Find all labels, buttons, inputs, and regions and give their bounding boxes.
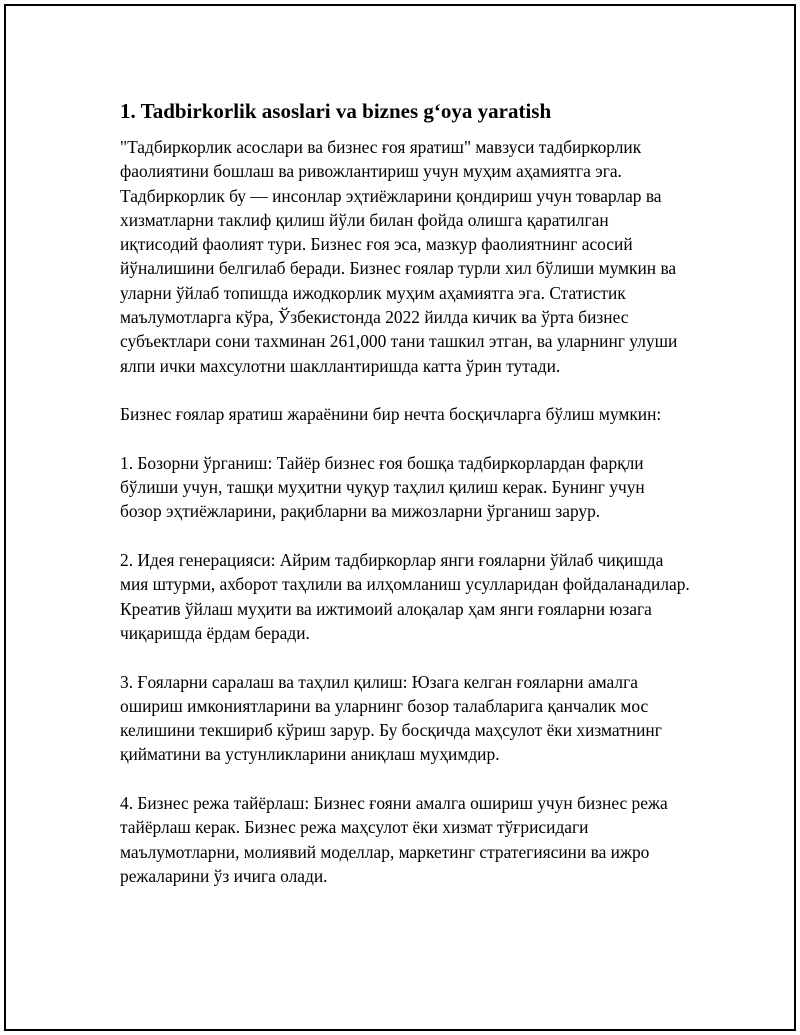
stage-4-paragraph: 4. Бизнес режа тайёрлаш: Бизнес ғояни амалга ошириш учун бизнес режа тайёрлаш керак. Бизнес режа маҳсулот ёки хизмат тўғрисидаги маълумотларни, молиявий моделлар, маркетинг стратегиясини ва ижро режаларини ўз ичига олади. (120, 793, 668, 886)
document-page (4, 4, 796, 1031)
stage-1-paragraph: 1. Бозорни ўрганиш: Тайёр бизнес ғоя бошқа тадбиркорлардан фарқли бўлиши учун, ташқи муҳитни чуқур таҳлил қилиш керак. Бунинг учун бозор эҳтиёжларини, рақибларни ва мижозларни ўрганиш зарур. (120, 452, 645, 522)
stages-intro-paragraph: Бизнес ғоялар яратиш жараёнини бир нечта босқичларга бўлиш мумкин: (120, 404, 662, 425)
document-body (120, 98, 690, 888)
intro-paragraph: "Тадбиркорлик асослари ва бизнес ғоя яратиш" мавзуси тадбиркорлик фаолиятини бошлаш ва ривожлантириш учун муҳим аҳамиятга эга. Тадбиркорлик бу — инсонлар эҳтиёжларини қондириш учун товарлар ва хизматларни таклиф қилиш йўли билан фойда олишга қаратилган иқтисодий фаолият тури. Бизнес ғоя эса, мазкур фаолиятнинг асосий йўналишини белгилаб беради. Бизнес ғоялар турли хил бўлиши мумкин ва уларни ўйлаб топишда ижодкорлик муҳим аҳамиятга эга. Статистик маълумотларга кўра, Ўзбекистонда 2022 йилда кичик ва ўрта бизнес субъектлари сони тахминан 261,000 тани ташкил этган, ва уларнинг улуши ялпи ички махсулотни шакллантиришда катта ўрин тутади. (120, 137, 678, 376)
document-title: 1. Tadbirkorlik asoslari va biznes gʻoya yaratish (120, 99, 552, 123)
stage-3-paragraph: 3. Ғояларни саралаш ва таҳлил қилиш: Юзага келган ғояларни амалга ошириш имкониятларини ва уларнинг бозор талабларига қанчалик мос келишини текшириб кўриш зарур. Бу босқичда маҳсулот ёки хизматнинг қийматини ва устунликларини аниқлаш муҳимдир. (120, 671, 662, 765)
stage-2-paragraph: 2. Идея генерацияси: Айрим тадбиркорлар янги ғояларни ўйлаб чиқишда мия штурми, ахборот таҳлили ва илҳомланиш усулларидан фойдаланадилар. Креатив ўйлаш муҳити ва ижтимоий алоқалар ҳам янги ғояларни юзага чиқаришда ёрдам беради. (120, 550, 690, 643)
